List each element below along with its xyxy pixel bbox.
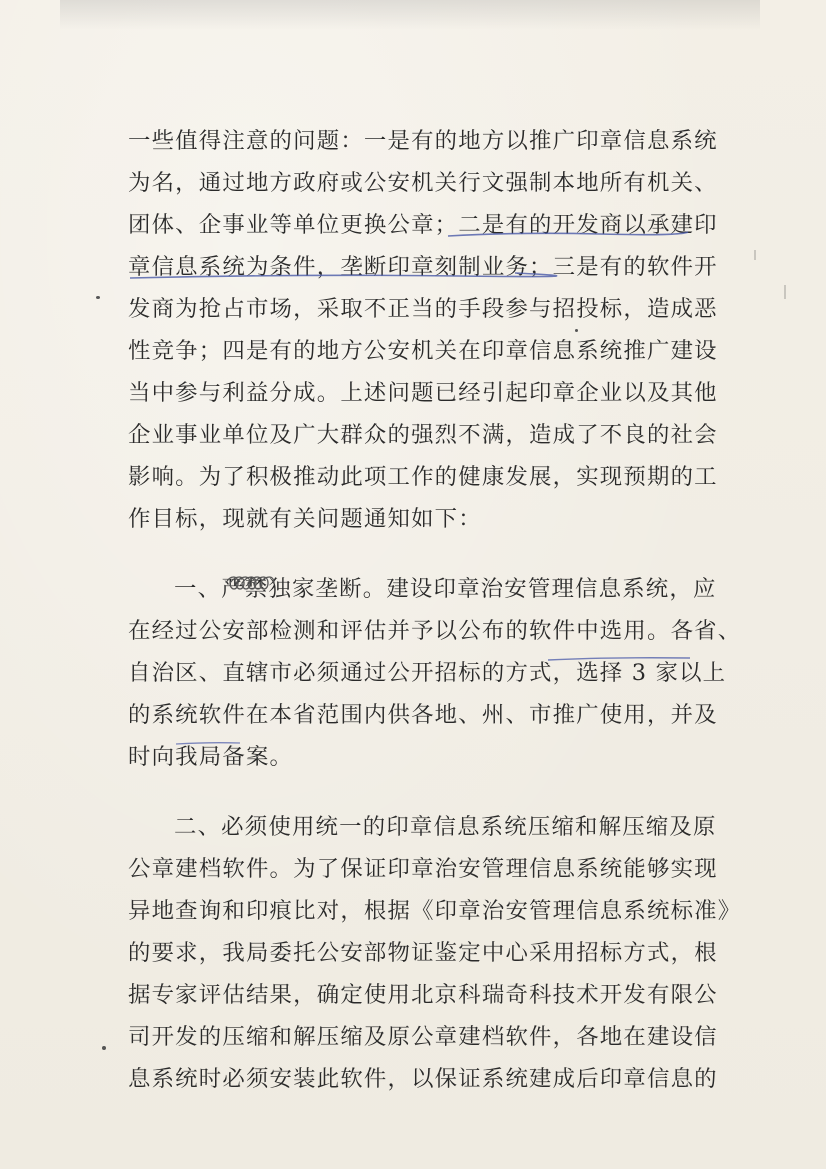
paragraph-section-one bbox=[128, 568, 742, 778]
text-line: 当中参与利益分成。上述问题已经引起印章企业以及其他 bbox=[128, 380, 718, 406]
section-heading-line: 二、必须使用统一的印章信息系统压缩和解压缩及原 bbox=[174, 814, 717, 840]
text-line: 据专家评估结果，确定使用北京科瑞奇科技术开发有限公 bbox=[128, 982, 718, 1008]
text-line: 性竞争；四是有的地方公安机关在印章信息系统推广建设 bbox=[128, 338, 718, 364]
scan-shadow bbox=[60, 0, 760, 30]
text-line: 影响。为了积极推动此项工作的健康发展，实现预期的工 bbox=[128, 464, 718, 490]
text-line: 章信息系统为条件，垄断印章刻制业务；三是有的软件开 bbox=[128, 254, 718, 280]
text-line: 作目标，现就有关问题通知如下： bbox=[128, 506, 482, 532]
text-line: 一些值得注意的问题：一是有的地方以推广印章信息系统 bbox=[128, 128, 718, 154]
text-line: 在经过公安部检测和评估并予以公布的软件中选用。各省、 bbox=[128, 618, 742, 644]
scan-edge-mark bbox=[784, 285, 786, 299]
text-line: 息系统时必须安装此软件，以保证系统建成后印章信息的 bbox=[128, 1066, 718, 1092]
text-line: 时向我局备案。 bbox=[128, 744, 294, 770]
text-line: 团体、企事业等单位更换公章；二是有的开发商以承建印 bbox=[128, 212, 718, 238]
text-line: 的系统软件在本省范围内供各地、州、市推广使用，并及 bbox=[128, 702, 718, 728]
text-line: 的要求，我局委托公安部物证鉴定中心采用招标方式，根 bbox=[128, 940, 718, 966]
paragraph-section-two bbox=[128, 806, 742, 1100]
text-line: 异地查询和印痕比对，根据《印章治安管理信息系统标准》 bbox=[128, 898, 742, 924]
pen-loop-marks bbox=[224, 575, 348, 591]
scan-speck bbox=[575, 329, 578, 332]
text-line: 发商为抢占市场，采取不正当的手段参与招投标，造成恶 bbox=[128, 296, 718, 322]
paragraph-intro bbox=[128, 120, 718, 540]
text-line: 为名，通过地方政府或公安机关行文强制本地所有机关、 bbox=[128, 170, 718, 196]
document-body bbox=[128, 120, 742, 1100]
text-line: 公章建档软件。为了保证印章治安管理信息系统能够实现 bbox=[128, 856, 718, 882]
scan-speck bbox=[96, 296, 100, 299]
text-line: 企业事业单位及广大群众的强烈不满，造成了不良的社会 bbox=[128, 422, 718, 448]
text-line: 司开发的压缩和解压缩及原公章建档软件，各地在建设信 bbox=[128, 1024, 718, 1050]
scan-speck bbox=[102, 1046, 106, 1050]
section-heading-line: 一、严禁独家垄断。建设印章治安管理信息系统，应 bbox=[174, 576, 717, 602]
scan-edge-mark bbox=[754, 250, 756, 260]
text-line: 自治区、直辖市必须通过公开招标的方式，选择 3 家以上 bbox=[128, 660, 727, 686]
